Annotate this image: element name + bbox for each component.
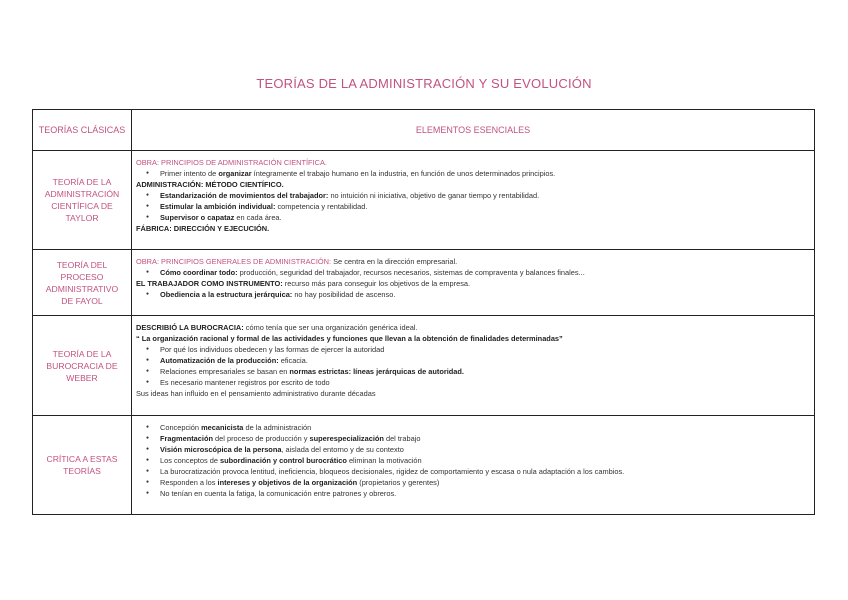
weber-end: Sus ideas han influido en el pensamiento administrativo durante décadas [136, 389, 376, 398]
weber-quote: “ La organización racional y formal de las actividades y funciones que llevan a la obtención de finalidades determinadas” [136, 334, 563, 343]
taylor-fabrica: FÁBRICA: DIRECCIÓN Y EJECUCIÓN. [136, 224, 270, 233]
theory-name-taylor [33, 151, 132, 250]
list-item: ● Relaciones empresariales se basan en normas estrictas: líneas jerárquicas de autoridad. [136, 366, 810, 377]
list-item: ● Concepción mecanicista de la administración [136, 422, 810, 433]
weber-desc: DESCRIBIÓ LA BUROCRACIA: cómo tenía que ser una organización genérica ideal. [136, 323, 418, 332]
page-title: TEORÍAS DE LA ADMINISTRACIÓN Y SU EVOLUCIÓN [256, 76, 592, 91]
list-item: ● Cómo coordinar todo: producción, seguridad del trabajador, recursos necesarios, sistemas de compraventa y balances finales... [136, 267, 810, 278]
header-essential-elements: ELEMENTOS ESENCIALES [132, 110, 815, 151]
elements-weber [132, 316, 815, 416]
fayol-instrument: EL TRABAJADOR COMO INSTRUMENTO: recurso más para conseguir los objetivos de la empresa. [136, 279, 471, 288]
taylor-obra: OBRA: PRINCIPIOS DE ADMINISTRACIÓN CIENTÍFICA. [136, 158, 327, 167]
theory-name-fayol [33, 250, 132, 316]
list-item: ● Fragmentación del proceso de producción y superespecialización del trabajo [136, 433, 810, 444]
taylor-admin: ADMINISTRACIÓN: MÉTODO CIENTÍFICO. [136, 180, 284, 189]
table-row-weber [33, 316, 815, 416]
theory-label: TEORÍA DE LA ADMINISTRACIÓN CIENTÍFICA DE TAYLOR [44, 177, 120, 223]
theory-label: CRÍTICA A ESTAS TEORÍAS [46, 454, 118, 476]
list-item: ● Por qué los individuos obedecen y las formas de ejercer la autoridad [136, 344, 810, 355]
table-row-taylor [33, 151, 815, 250]
list-item: ● La burocratización provoca lentitud, ineficiencia, bloqueos decisionales, rigidez de comportamiento y escasa o nula adaptación a los cambios. [136, 466, 810, 477]
header-classic-theories: TEORÍAS CLÁSICAS [33, 110, 132, 151]
list-item: ● Estandarización de movimientos del trabajador: no intuición ni iniciativa, objetivo de ganar tiempo y rentabilidad. [136, 190, 810, 201]
table-row-critica [33, 416, 815, 515]
table-row-fayol [33, 250, 815, 316]
theories-table [32, 109, 815, 515]
list-item: ● Estimular la ambición individual: competencia y rentabilidad. [136, 201, 810, 212]
list-item: ● Automatización de la producción: eficacia. [136, 355, 810, 366]
elements-critica [132, 416, 815, 515]
elements-taylor [132, 151, 815, 250]
list-item: ● Obediencia a la estructura jerárquica: no hay posibilidad de ascenso. [136, 289, 810, 300]
table-header-row [33, 110, 815, 151]
list-item: ● No tenían en cuenta la fatiga, la comunicación entre patrones y obreros. [136, 488, 810, 499]
theory-name-critica [33, 416, 132, 515]
theory-label: TEORÍA DEL PROCESO ADMINISTRATIVO DE FAYOL [45, 259, 119, 306]
elements-fayol [132, 250, 815, 316]
theory-label: TEORÍA DE LA BUROCRACIA DE WEBER [46, 348, 118, 383]
list-item: ● Los conceptos de subordinación y control burocrático eliminan la motivación [136, 455, 810, 466]
list-item: ● Responden a los intereses y objetivos de la organización (propietarios y gerentes) [136, 477, 810, 488]
theory-name-weber [33, 316, 132, 416]
list-item: ● Es necesario mantener registros por escrito de todo [136, 377, 810, 388]
list-item: ● Supervisor o capataz en cada área. [136, 212, 810, 223]
list-item: ● Visión microscópica de la persona, aislada del entorno y de su contexto [136, 444, 810, 455]
fayol-obra: OBRA: PRINCIPIOS GENERALES DE ADMINISTRACIÓN: Se centra en la dirección empresarial. [136, 257, 458, 266]
list-item: ● Primer intento de organizar íntegramente el trabajo humano en la industria, en función de unos determinados principios. [136, 168, 810, 179]
